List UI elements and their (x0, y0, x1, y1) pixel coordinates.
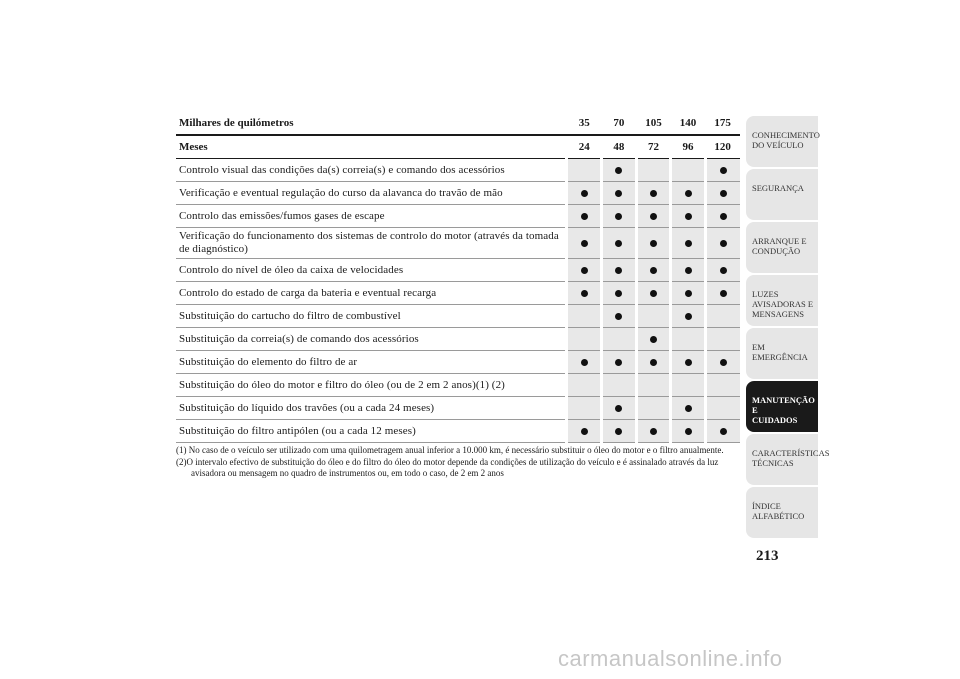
watermark: carmanualsonline.info (558, 646, 783, 671)
interval-cell (636, 397, 671, 420)
bullet-icon (581, 240, 588, 247)
interval-cell (602, 328, 637, 351)
bullet-icon (615, 190, 622, 197)
interval-cell (602, 259, 637, 282)
interval-cell (671, 182, 706, 205)
table-row (176, 420, 740, 443)
bullet-icon (720, 428, 727, 435)
interval-cell (567, 420, 602, 443)
bullet-icon (720, 167, 727, 174)
footnote-1: (1) No caso de o veículo ser utilizado com uma quilometragem anual inferior a 10.000 km, é necessário substituir o óleo do motor e o filtro anualmente. (176, 445, 724, 455)
bullet-icon (720, 290, 727, 297)
page-number: 213 (756, 548, 779, 564)
interval-cell (671, 351, 706, 374)
task-label: Substituição da correia(s) de comando dos acessórios (176, 328, 567, 351)
chapter-tab[interactable]: SEGURANÇA (746, 169, 818, 220)
bullet-icon (615, 267, 622, 274)
bullet-icon (615, 313, 622, 320)
interval-cell (602, 420, 637, 443)
interval-cell (567, 228, 602, 259)
task-label: Controlo visual das condições da(s) correia(s) e comando dos acessórios (176, 159, 567, 182)
interval-cell (636, 328, 671, 351)
interval-cell (567, 305, 602, 328)
bullet-icon (615, 428, 622, 435)
bullet-icon (650, 190, 657, 197)
header-km-row (176, 112, 740, 135)
header-months-label: Meses (176, 135, 567, 159)
chapter-tab[interactable]: CONHECIMENTO DO VEÍCULO (746, 116, 818, 167)
interval-cell (602, 159, 637, 182)
interval-cell (636, 259, 671, 282)
bullet-icon (685, 290, 692, 297)
bullet-icon (685, 190, 692, 197)
interval-cell (602, 205, 637, 228)
interval-cell (705, 328, 740, 351)
month-interval: 48 (602, 135, 637, 159)
table-row (176, 182, 740, 205)
task-label: Substituição do filtro antipólen (ou a cada 12 meses) (176, 420, 567, 443)
month-interval: 72 (636, 135, 671, 159)
interval-cell (636, 282, 671, 305)
bullet-icon (581, 190, 588, 197)
table-row (176, 351, 740, 374)
bullet-icon (720, 240, 727, 247)
interval-cell (705, 205, 740, 228)
interval-cell (567, 374, 602, 397)
bullet-icon (650, 290, 657, 297)
interval-cell (671, 205, 706, 228)
interval-cell (636, 420, 671, 443)
interval-cell (705, 159, 740, 182)
interval-cell (636, 205, 671, 228)
bullet-icon (685, 240, 692, 247)
bullet-icon (615, 240, 622, 247)
table-row (176, 259, 740, 282)
interval-cell (705, 282, 740, 305)
interval-cell (671, 420, 706, 443)
interval-cell (567, 328, 602, 351)
header-km-label: Milhares de quilómetros (176, 112, 567, 135)
interval-cell (636, 228, 671, 259)
bullet-icon (720, 267, 727, 274)
task-label: Substituição do cartucho do filtro de combustível (176, 305, 567, 328)
table-row (176, 228, 740, 259)
bullet-icon (650, 240, 657, 247)
interval-cell (671, 228, 706, 259)
bullet-icon (581, 290, 588, 297)
bullet-icon (615, 359, 622, 366)
interval-cell (671, 305, 706, 328)
task-label: Controlo do nível de óleo da caixa de velocidades (176, 259, 567, 282)
interval-cell (567, 397, 602, 420)
interval-cell (705, 228, 740, 259)
bullet-icon (685, 405, 692, 412)
interval-cell (602, 182, 637, 205)
interval-cell (705, 351, 740, 374)
month-interval: 120 (705, 135, 740, 159)
task-label: Controlo das emissões/fumos gases de escape (176, 205, 567, 228)
interval-cell (636, 182, 671, 205)
interval-cell (567, 282, 602, 305)
task-label: Substituição do líquido dos travões (ou a cada 24 meses) (176, 397, 567, 420)
interval-cell (671, 259, 706, 282)
interval-cell (602, 374, 637, 397)
bullet-icon (720, 190, 727, 197)
interval-cell (705, 305, 740, 328)
interval-cell (671, 282, 706, 305)
interval-cell (602, 305, 637, 328)
bullet-icon (650, 267, 657, 274)
bullet-icon (615, 290, 622, 297)
month-interval: 96 (671, 135, 706, 159)
chapter-tab[interactable]: LUZES AVISADORAS E MENSAGENS (746, 275, 818, 326)
table-row (176, 305, 740, 328)
bullet-icon (581, 428, 588, 435)
bullet-icon (581, 267, 588, 274)
interval-cell (705, 397, 740, 420)
footnote-2: (2)O intervalo efectivo de substituição do óleo e do filtro do óleo do motor depende da condições de utilização do veículo e é assinalado através da luz avisadora ou mensagem no quadro de instrumentos ou, em todo o caso, de 2 em 2 anos (176, 457, 719, 478)
km-interval: 35 (567, 112, 602, 135)
interval-cell (636, 351, 671, 374)
interval-cell (671, 159, 706, 182)
footnotes (176, 445, 740, 479)
chapter-tab[interactable]: CARACTERÍSTICAS TÉCNICAS (746, 434, 818, 485)
month-interval: 24 (567, 135, 602, 159)
bullet-icon (650, 213, 657, 220)
interval-cell (602, 282, 637, 305)
interval-cell (567, 351, 602, 374)
interval-cell (636, 305, 671, 328)
interval-cell (705, 182, 740, 205)
task-label: Substituição do elemento do filtro de ar (176, 351, 567, 374)
task-label: Verificação e eventual regulação do curso da alavanca do travão de mão (176, 182, 567, 205)
interval-cell (567, 159, 602, 182)
chapter-tab[interactable]: ÍNDICE ALFABÉTICO (746, 487, 818, 538)
header-months-row (176, 135, 740, 159)
bullet-icon (720, 359, 727, 366)
bullet-icon (615, 405, 622, 412)
interval-cell (705, 374, 740, 397)
bullet-icon (685, 313, 692, 320)
bullet-icon (615, 167, 622, 174)
km-interval: 70 (602, 112, 637, 135)
table-row (176, 159, 740, 182)
km-interval: 140 (671, 112, 706, 135)
chapter-tab[interactable]: EM EMERGÊNCIA (746, 328, 818, 379)
bullet-icon (581, 213, 588, 220)
interval-cell (671, 397, 706, 420)
task-label: Verificação do funcionamento dos sistemas de controlo do motor (através da tomada de diagnóstico) (176, 228, 567, 259)
chapter-tab[interactable]: MANUTENÇÃO E CUIDADOS (746, 381, 818, 432)
km-interval: 105 (636, 112, 671, 135)
table-row (176, 282, 740, 305)
bullet-icon (650, 428, 657, 435)
bullet-icon (685, 428, 692, 435)
chapter-sidebar (746, 116, 830, 540)
bullet-icon (685, 213, 692, 220)
table-row (176, 205, 740, 228)
bullet-icon (685, 359, 692, 366)
table-row (176, 397, 740, 420)
task-label: Substituição do óleo do motor e filtro do óleo (ou de 2 em 2 anos)(1) (2) (176, 374, 567, 397)
task-label: Controlo do estado de carga da bateria e eventual recarga (176, 282, 567, 305)
interval-cell (602, 228, 637, 259)
interval-cell (671, 328, 706, 351)
interval-cell (602, 351, 637, 374)
bullet-icon (581, 359, 588, 366)
interval-cell (636, 159, 671, 182)
interval-cell (636, 374, 671, 397)
interval-cell (567, 205, 602, 228)
bullet-icon (720, 213, 727, 220)
bullet-icon (650, 359, 657, 366)
bullet-icon (685, 267, 692, 274)
bullet-icon (615, 213, 622, 220)
bullet-icon (650, 336, 657, 343)
interval-cell (567, 182, 602, 205)
km-interval: 175 (705, 112, 740, 135)
table-row (176, 374, 740, 397)
interval-cell (567, 259, 602, 282)
interval-cell (671, 374, 706, 397)
maintenance-schedule (176, 112, 740, 480)
table-row (176, 328, 740, 351)
chapter-tab[interactable]: ARRANQUE E CONDUÇÃO (746, 222, 818, 273)
interval-cell (705, 420, 740, 443)
maintenance-table (176, 112, 740, 443)
interval-cell (705, 259, 740, 282)
interval-cell (602, 397, 637, 420)
